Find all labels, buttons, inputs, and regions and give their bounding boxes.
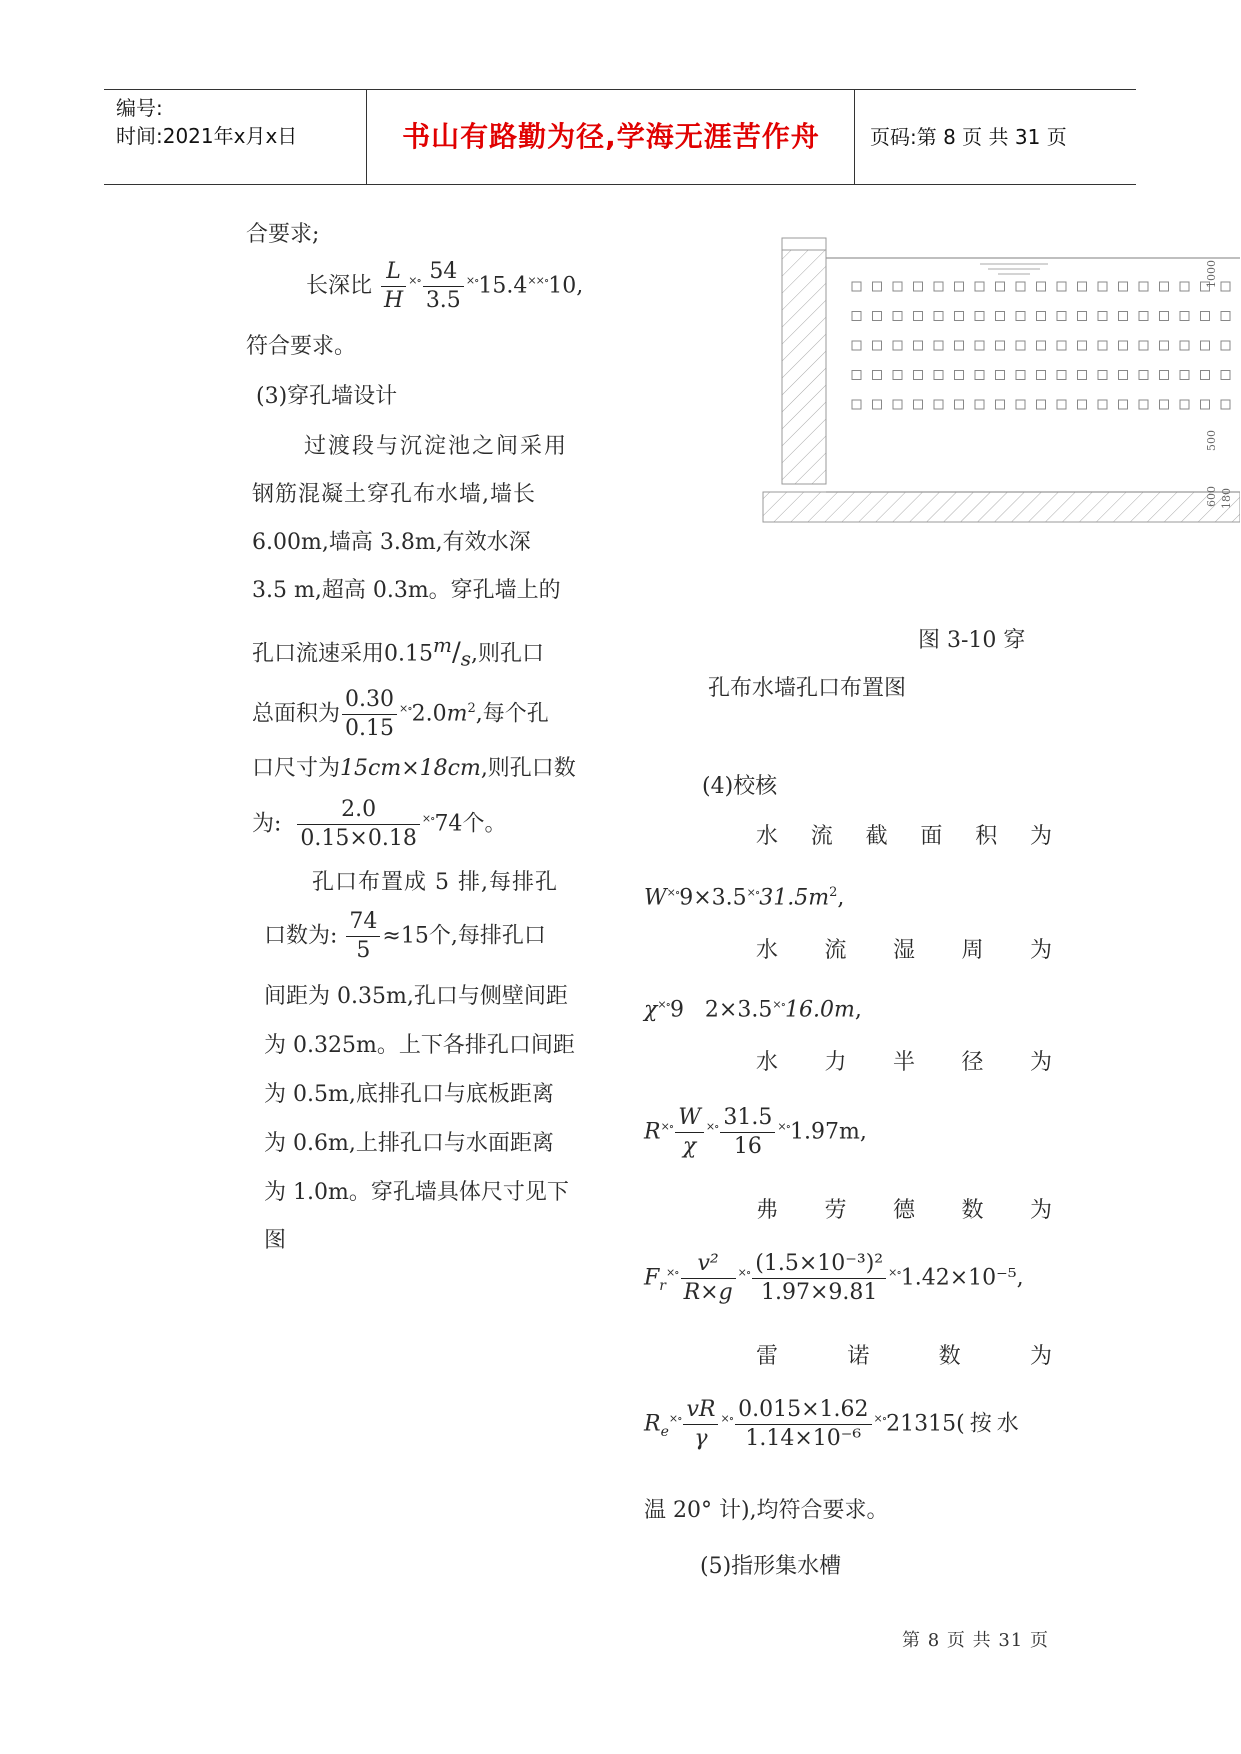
eq-sub: e <box>660 1423 669 1440</box>
hole <box>1098 400 1107 409</box>
hole <box>1139 282 1148 291</box>
text-span: 总面积为 <box>252 701 341 727</box>
char: 诺 <box>847 1344 870 1369</box>
hole <box>1037 282 1046 291</box>
hole <box>1098 341 1107 350</box>
frac-num: vR <box>683 1396 718 1425</box>
hole <box>1160 371 1169 380</box>
hole <box>1119 341 1128 350</box>
hole <box>893 282 902 291</box>
radius-frac-2 <box>720 1104 775 1161</box>
eq-res: 1.42×10⁻⁵ <box>900 1265 1017 1291</box>
hole <box>934 282 943 291</box>
hole <box>1201 400 1210 409</box>
text-line: 合要求; <box>246 222 320 247</box>
perimeter-equation: χ×∘9 2×3.5×∘16.0m, <box>644 997 862 1023</box>
text-line: 为 0.325m。上下各排孔口间距 <box>264 1033 575 1058</box>
char: 水 <box>756 938 779 963</box>
text-span: ,每个孔 <box>475 701 549 727</box>
hole <box>996 282 1005 291</box>
hole <box>934 371 943 380</box>
hole <box>1057 400 1066 409</box>
text-line: 间距为 0.35m,孔口与侧壁间距 <box>264 984 568 1009</box>
spaced-label-perimeter <box>756 936 1052 966</box>
char: 为 <box>1029 938 1052 963</box>
hole <box>1016 400 1025 409</box>
text-span: 个,每排孔口 <box>428 923 546 949</box>
char: 为 <box>1029 1344 1052 1369</box>
hole <box>1057 341 1066 350</box>
dim-label-b1: 600 <box>1205 486 1218 507</box>
hole <box>1037 312 1046 321</box>
hole <box>975 371 984 380</box>
frac-num: L <box>381 258 406 287</box>
hole <box>996 341 1005 350</box>
hole <box>893 312 902 321</box>
hole <box>1078 371 1087 380</box>
hole <box>1078 312 1087 321</box>
hole <box>852 341 861 350</box>
text-line: 3.5 m,超高 0.3m。穿孔墙上的 <box>252 578 561 603</box>
frac-den: 1.14×10⁻⁶ <box>745 1426 862 1451</box>
hole <box>1016 371 1025 380</box>
hole <box>1057 282 1066 291</box>
hole <box>873 400 882 409</box>
froude-frac-2 <box>752 1250 886 1307</box>
hole <box>1057 371 1066 380</box>
unit-s: s <box>460 646 471 671</box>
text-line: 为 0.6m,上排孔口与水面距离 <box>264 1131 554 1156</box>
hole <box>975 400 984 409</box>
hole <box>1160 400 1169 409</box>
hole <box>955 312 964 321</box>
header-divider-left <box>366 90 367 184</box>
eq-lhs: F <box>644 1265 660 1291</box>
hole <box>1016 282 1025 291</box>
hole <box>1016 312 1025 321</box>
dim-label-mid: 500 <box>1205 430 1218 451</box>
frac-den: 3.5 <box>425 288 461 313</box>
char: 弗 <box>756 1198 779 1223</box>
char: 水 <box>756 824 779 849</box>
char: 截 <box>865 824 888 849</box>
hole <box>934 312 943 321</box>
eq-mid: 9 2×3.5 <box>669 997 773 1023</box>
ratio-frac-LH <box>381 258 406 315</box>
figure-caption-2: 孔布水墙孔口布置图 <box>708 676 907 701</box>
ratio-compare: 10 <box>548 273 577 299</box>
reynolds-frac-1 <box>683 1396 718 1453</box>
eq-lhs: W <box>644 885 667 911</box>
eq-lhs: R <box>644 1411 661 1437</box>
hole <box>1180 400 1189 409</box>
header-meta <box>116 94 297 150</box>
radius-equation: R×∘ $\frac{W}{\chi}$ ×∘ $\frac{31.5}{16}$ ×∘1.97m, <box>644 1105 867 1159</box>
hole <box>1037 400 1046 409</box>
hole <box>852 312 861 321</box>
perforated-wall-figure <box>760 230 1240 530</box>
frac-den: 0.15 <box>345 716 394 741</box>
hole <box>1078 341 1087 350</box>
reynolds-equation: $R_e^{\times\circ}$ $\frac{vR}{\gamma}$ ×∘ $\frac{0.015\times 1.62}{\text{1.14×10⁻⁶}}$ ×∘21315(按水 <box>644 1397 1024 1451</box>
text-line: 6.00m,墙高 3.8m,有效水深 <box>252 530 531 555</box>
hole <box>852 371 861 380</box>
ratio-frac-val <box>423 258 464 315</box>
hole <box>1221 400 1230 409</box>
hole <box>914 282 923 291</box>
text-span: 个。 <box>462 811 507 837</box>
hole <box>1037 341 1046 350</box>
unit-m: m <box>433 633 452 657</box>
hole <box>1160 341 1169 350</box>
spaced-label-froude <box>756 1196 1052 1226</box>
hole <box>1160 312 1169 321</box>
hole <box>955 341 964 350</box>
hole-size-line <box>252 754 576 784</box>
hole <box>1180 341 1189 350</box>
hole <box>934 400 943 409</box>
velocity-value: 0.15 <box>384 641 433 667</box>
page-footer: 第 8 页 共 31 页 <box>902 1630 1049 1651</box>
hole-count-formula: 为: $\frac{2.0}{0.15\times 0.18}$ ×∘74个。 <box>252 797 507 851</box>
hole <box>873 371 882 380</box>
hole <box>1119 400 1128 409</box>
base-slab <box>763 492 1240 522</box>
frac-den: γ <box>694 1426 708 1451</box>
char: 为 <box>1029 1198 1052 1223</box>
hole <box>1160 282 1169 291</box>
hole <box>852 282 861 291</box>
text-span: ,则孔口 <box>471 641 544 667</box>
char: 德 <box>892 1198 915 1223</box>
frac-num: (1.5×10⁻³)² <box>752 1250 886 1279</box>
hole <box>1098 312 1107 321</box>
wall-left-section <box>782 238 826 484</box>
hole <box>893 371 902 380</box>
per-row-formula <box>264 908 546 965</box>
text-span: 为: <box>252 811 282 837</box>
char: 为 <box>1029 1050 1052 1075</box>
area-result: 2.0 <box>411 701 447 727</box>
spaced-label-radius <box>756 1048 1052 1078</box>
wall-cap <box>782 238 826 250</box>
header-page-label: 页码:第 8 页 共 31 页 <box>870 125 1067 149</box>
hole <box>934 341 943 350</box>
char: 流 <box>824 938 847 963</box>
frac-den: 16 <box>733 1134 762 1159</box>
hole <box>975 282 984 291</box>
text-span: (按水 <box>956 1411 1024 1437</box>
frac-num: 0.30 <box>342 686 397 715</box>
hole <box>1119 371 1128 380</box>
per-row-result: ≈15 <box>382 923 429 949</box>
hole <box>893 400 902 409</box>
velocity-line: 孔口流速采用$0.15^m/_s$,则孔口 <box>252 633 544 671</box>
char: 径 <box>961 1050 984 1075</box>
hole <box>1139 400 1148 409</box>
frac-num: 0.015×1.62 <box>735 1396 871 1425</box>
hole <box>1119 312 1128 321</box>
frac-den: 5 <box>356 938 371 963</box>
eq-mid: 9×3.5 <box>679 885 747 911</box>
hole <box>1180 312 1189 321</box>
hole <box>1078 282 1087 291</box>
hole <box>852 400 861 409</box>
eq-res: 1.97m <box>790 1119 860 1145</box>
frac-num: 54 <box>423 258 464 287</box>
char: 周 <box>961 938 984 963</box>
spaced-label-reynolds <box>756 1342 1052 1372</box>
hole <box>955 400 964 409</box>
per-row-frac <box>346 908 380 965</box>
hole <box>873 341 882 350</box>
hole <box>955 282 964 291</box>
ratio-result: 15.4 <box>478 273 528 299</box>
area-unit: m <box>446 701 468 727</box>
frac-den: 0.15×0.18 <box>300 826 417 851</box>
hole <box>1098 282 1107 291</box>
figure-caption-1: 图 3-10 穿 <box>918 628 1026 653</box>
spaced-label-area <box>756 822 1052 852</box>
hole <box>1139 312 1148 321</box>
eq-lhs: R <box>644 1119 661 1145</box>
hole <box>996 312 1005 321</box>
section-heading-5: (5)指形集水槽 <box>700 1554 842 1579</box>
eq-res: 16.0m <box>784 997 855 1023</box>
hole <box>1201 312 1210 321</box>
hole <box>914 341 923 350</box>
area-formula: 总面积为 $\frac{0.30}{0.15}$ $^{\times\circ}2.0m^2$,每个孔 <box>252 687 549 741</box>
text-span: 孔口流速采用 <box>252 641 385 667</box>
hole <box>1119 282 1128 291</box>
text-line: 图 <box>264 1228 287 1253</box>
eq-res: 21315 <box>886 1411 957 1437</box>
char: 面 <box>920 824 943 849</box>
area-frac <box>342 686 397 743</box>
eq-res: 31.5m <box>759 885 830 911</box>
hole-grid <box>852 282 1230 409</box>
frac-den: 1.97×9.81 <box>761 1280 878 1305</box>
frac-num: 2.0 <box>297 796 419 825</box>
hole <box>1180 282 1189 291</box>
char: 雷 <box>756 1344 779 1369</box>
page-header <box>104 89 1136 185</box>
frac-den: χ <box>682 1134 697 1159</box>
hole <box>1221 341 1230 350</box>
hole <box>1057 312 1066 321</box>
serial-label: 编号: <box>116 96 163 120</box>
text-line: 孔口布置成 5 排,每排孔 <box>312 870 558 895</box>
char: 水 <box>756 1050 779 1075</box>
frac-den: H <box>384 288 404 313</box>
ratio-label: 长深比 <box>306 273 373 299</box>
frac-num: v² <box>681 1250 736 1279</box>
froude-equation: $F_r^{\times\circ}$ $\frac{\text{v²}}{R\times g}$ ×∘ $\frac{\text{(1.5×10⁻³)²}}{1.97\times 9.81}$ ×∘1.42×10⁻⁵, <box>644 1251 1024 1305</box>
text-line: 为 0.5m,底排孔口与底板距离 <box>264 1082 554 1107</box>
count-result: 74 <box>434 811 463 837</box>
radius-frac-1 <box>675 1104 704 1161</box>
hole <box>1078 400 1087 409</box>
hole <box>1098 371 1107 380</box>
hole <box>1221 312 1230 321</box>
header-motto: 书山有路勤为径,学海无涯苦作舟 <box>402 120 820 153</box>
ratio-formula: 长深比 $\frac{L}{H}$ ×∘ $\frac{54}{3.5}$ ×∘15.4××∘10, <box>306 259 584 313</box>
hole <box>914 312 923 321</box>
hole <box>1221 371 1230 380</box>
text-span: ,则孔口数 <box>480 756 576 781</box>
dim-label-b2: 180 <box>1220 488 1233 509</box>
froude-frac-1 <box>681 1250 736 1307</box>
text-span: 口数为: <box>264 923 338 949</box>
char: 湿 <box>892 938 915 963</box>
hole <box>893 341 902 350</box>
header-divider-right <box>854 90 855 184</box>
section-heading-4: (4)校核 <box>702 774 778 799</box>
hole <box>914 400 923 409</box>
char: 劳 <box>824 1198 847 1223</box>
char: 数 <box>961 1198 984 1223</box>
char: 流 <box>810 824 833 849</box>
eq-lhs: χ <box>644 997 658 1023</box>
text-span: 口尺寸为 <box>252 756 341 781</box>
time-label: 时间:2021年x月x日 <box>116 124 298 148</box>
hole <box>873 282 882 291</box>
char: 力 <box>824 1050 847 1075</box>
hole-size: 15cm×18cm <box>340 756 481 781</box>
frac-den: R×g <box>683 1280 733 1305</box>
hole <box>1016 341 1025 350</box>
hole <box>1201 371 1210 380</box>
frac-num: W <box>675 1104 704 1133</box>
char: 为 <box>1029 824 1052 849</box>
hole <box>975 341 984 350</box>
text-line: 钢筋混凝土穿孔布水墙,墙长 <box>252 482 536 507</box>
hole <box>996 371 1005 380</box>
frac-num: 31.5 <box>720 1104 775 1133</box>
hole <box>1201 341 1210 350</box>
hole <box>1139 341 1148 350</box>
text-line: 温 20° 计),均符合要求。 <box>644 1498 889 1523</box>
hole <box>1180 371 1189 380</box>
area-equation: $W^{\times\circ}9\times 3.5^{\times\circ}31.5m^2$, <box>644 885 845 911</box>
text-line: 过渡段与沉淀池之间采用 <box>304 434 569 459</box>
hole <box>996 400 1005 409</box>
dim-label-top: 1000 <box>1205 260 1218 288</box>
frac-num: 74 <box>346 908 380 937</box>
count-frac <box>297 796 419 853</box>
hole <box>975 312 984 321</box>
char: 数 <box>938 1344 961 1369</box>
hole <box>873 312 882 321</box>
hole <box>955 371 964 380</box>
hole <box>914 371 923 380</box>
hole <box>1139 371 1148 380</box>
hole <box>1221 282 1230 291</box>
hole <box>1037 371 1046 380</box>
char: 半 <box>892 1050 915 1075</box>
water-level-icon <box>980 264 1048 274</box>
text-line: 符合要求。 <box>246 334 357 359</box>
text-line: 为 1.0m。穿孔墙具体尺寸见下 <box>264 1180 569 1205</box>
char: 积 <box>975 824 998 849</box>
reynolds-frac-2 <box>735 1396 871 1453</box>
section-heading-3: (3)穿孔墙设计 <box>256 384 398 409</box>
eq-sub: r <box>659 1277 666 1294</box>
